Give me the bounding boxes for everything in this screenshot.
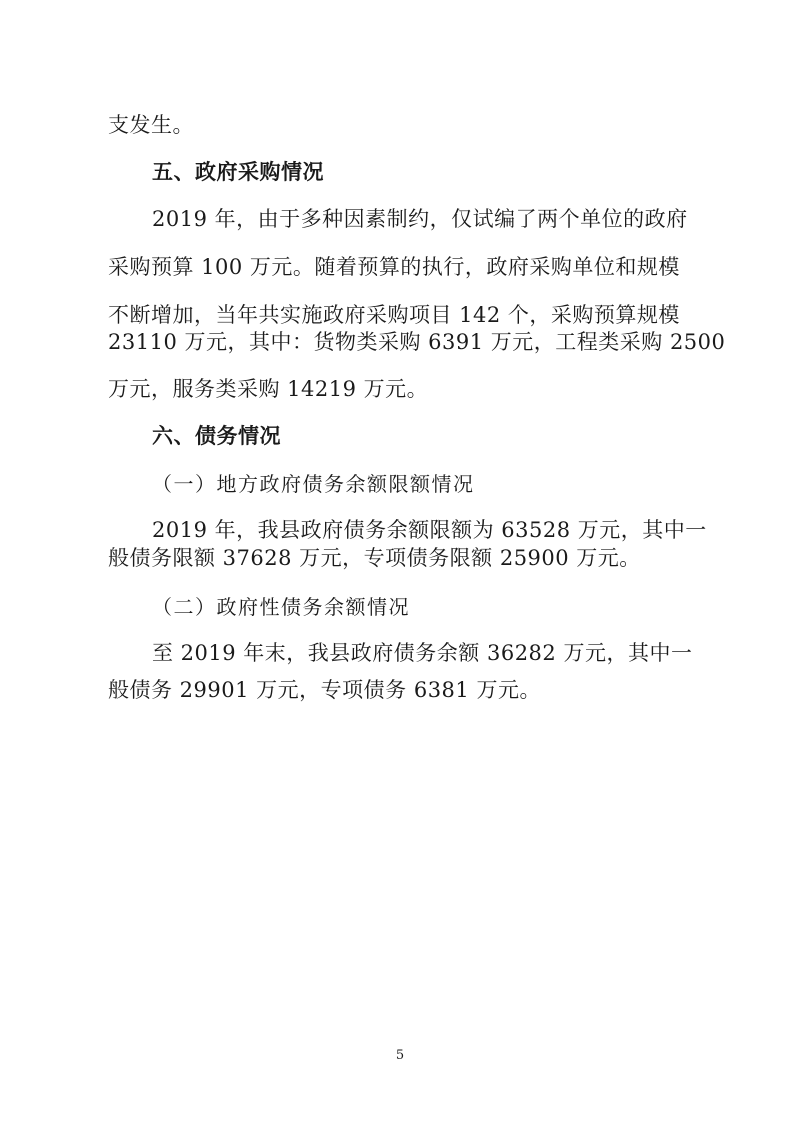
section-6-heading: 六、债务情况 [152,424,281,448]
section-6-sub1-paragraph-line-1: 2019 年，我县政府债务余额限额为 63528 万元，其中一 [152,518,707,542]
section-5-paragraph-line-2: 采购预算 100 万元。随着预算的执行，政府采购单位和规模 [108,255,680,279]
section-6-sub1-heading: （一）地方政府债务余额限额情况 [152,472,475,496]
section-6-sub2-paragraph-line-1: 至 2019 年末，我县政府债务余额 36282 万元，其中一 [152,641,693,665]
section-5-paragraph-line-4: 23110 万元，其中：货物类采购 6391 万元，工程类采购 2500 [108,330,726,354]
section-5-paragraph-line-5: 万元，服务类采购 14219 万元。 [108,377,429,401]
continuation-text: 支发生。 [108,113,194,137]
section-5-heading: 五、政府采购情况 [152,160,324,184]
section-5-paragraph-line-3: 不断增加，当年共实施政府采购项目 142 个，采购预算规模 [108,303,680,327]
section-6-sub2-heading: （二）政府性债务余额情况 [152,595,410,619]
section-6-sub1-paragraph-line-2: 般债务限额 37628 万元，专项债务限额 25900 万元。 [108,546,641,570]
section-6-sub2-paragraph-line-2: 般债务 29901 万元，专项债务 6381 万元。 [108,678,541,702]
page-number: 5 [395,1048,405,1063]
section-5-paragraph-line-1: 2019 年，由于多种因素制约，仅试编了两个单位的政府 [152,207,688,231]
